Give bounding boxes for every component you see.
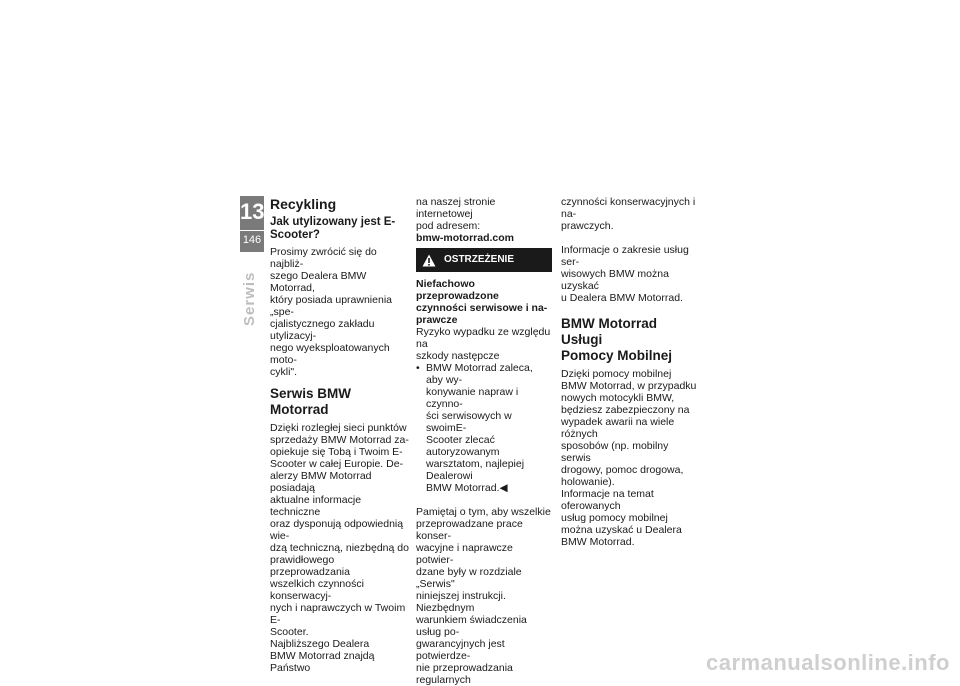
text-line: konywanie napraw i czynno-: [426, 386, 519, 410]
service-text: [270, 422, 410, 674]
text-line: sposobów (np. mobilny serwis: [561, 440, 669, 464]
text-line: nych i naprawczych w Twoim E-: [270, 602, 406, 626]
bullet-marker: •: [416, 362, 420, 374]
recycle-text: [270, 246, 410, 378]
text-line: Informacje na temat oferowanych: [561, 488, 654, 512]
chapter-tab-divider: [240, 230, 264, 231]
text-line: usług pomocy mobilnej: [561, 512, 668, 524]
text-line: nie przeprowadzania regularnych: [416, 662, 513, 686]
text-line: pod adresem:: [416, 220, 481, 232]
text-line: BMW Motorrad znajdą Państwo: [270, 650, 375, 674]
text-line: opiekuje się Tobą i Twoim E-: [270, 446, 403, 458]
text-line: sprzedaży BMW Motorrad za-: [270, 434, 409, 446]
warning-title: [416, 278, 552, 326]
text-line: warunkiem świadczenia usług po-: [416, 614, 527, 638]
text-line: szkody następcze: [416, 350, 500, 362]
text-line: można uzyskać u Dealera: [561, 524, 682, 536]
section-label: Serwis: [241, 272, 258, 327]
text-line: BMW Motorrad.: [561, 536, 635, 548]
text-line: holowanie).: [561, 476, 615, 488]
text-line: Dzięki rozległej sieci punktów: [270, 422, 407, 434]
text-line: alerzy BMW Motorrad posiadają: [270, 470, 372, 494]
text-line: nowych motocykli BMW,: [561, 392, 675, 404]
warning-label: OSTRZEŻENIE: [444, 254, 515, 265]
text-line: czynności konserwacyjnych i na-: [561, 196, 696, 220]
text-line: BMW Motorrad zaleca, aby wy-: [426, 362, 533, 386]
text-line: Niefachowo przeprowadzone: [416, 278, 499, 302]
text-line: który posiada uprawnienia „spe-: [270, 294, 392, 318]
text-line: aktualne informacje techniczne: [270, 494, 362, 518]
heading-mobile-service: [561, 316, 701, 364]
text-line: gwarancyjnych jest potwierdze-: [416, 638, 505, 662]
text-line: Scooter zlecać autoryzowanym: [426, 434, 500, 458]
text-line: Scooter w całej Europie. De-: [270, 458, 404, 470]
text-line: u Dealera BMW Motorrad.: [561, 292, 683, 304]
text-line: czynności serwisowe i na-: [416, 302, 548, 314]
warning-icon: [422, 254, 436, 267]
warning-banner: [416, 248, 552, 272]
text-line: będziesz zabezpieczony na: [561, 404, 690, 416]
text-line: prawcze: [416, 314, 458, 326]
text-line: niniejszej instrukcji. Niezbędnym: [416, 590, 506, 614]
text-line: ści serwisowych w swoimE-: [426, 410, 512, 434]
text-line: na naszej stronie internetowej: [416, 196, 496, 220]
text-line: Scooter.: [270, 626, 309, 638]
text-line: prawczych.: [561, 220, 614, 232]
text-line: BMW Motorrad, w przypadku: [561, 380, 697, 392]
text-line: dzane były w rozdziale „Serwis": [416, 566, 522, 590]
column-2: [416, 196, 552, 686]
text-line: BMW Motorrad.◀: [426, 482, 508, 494]
text-line: Informacje o zakresie usług ser-: [561, 244, 689, 268]
text-line: szego Dealera BMW Motorrad,: [270, 270, 367, 294]
text-line: Najbliższego Dealera: [270, 638, 370, 650]
column-1: [270, 196, 410, 674]
website-link: bmw-motorrad.com: [416, 232, 515, 244]
heading-recycle-question: Jak utylizowany jest E-Scooter?: [270, 216, 396, 241]
text-line: prawidłowego przeprowadzania: [270, 554, 350, 578]
heading-recycling: Recykling: [270, 196, 337, 212]
text-line: wisowych BMW można uzyskać: [561, 268, 669, 292]
text-line: Prosimy zwrócić się do najbliż-: [270, 246, 377, 270]
text-line: drogowy, pomoc drogowa,: [561, 464, 684, 476]
chapter-number: 13: [240, 199, 265, 224]
text-line: wacyjne i naprawcze potwier-: [416, 542, 513, 566]
warning-bullet: [416, 362, 552, 494]
text-line: przeprowadzane prace konser-: [416, 518, 523, 542]
text-line: wszelkich czynności konserwacyj-: [270, 578, 364, 602]
text-line: cjalistycznego zakładu utylizacyj-: [270, 318, 375, 342]
text-line: nego wyeksploatowanych moto-: [270, 342, 390, 366]
text-line: wypadek awarii na wiele różnych: [561, 416, 675, 440]
heading-service: Serwis BMW Motorrad: [270, 386, 352, 417]
text-line: Dzięki pomocy mobilnej: [561, 368, 672, 380]
column-3: [561, 196, 701, 548]
text-line: dzą techniczną, niezbędną do: [270, 542, 409, 554]
heading-line: BMW Motorrad Usługi: [561, 316, 657, 347]
heading-line: Pomocy Mobilnej: [561, 348, 673, 363]
page-number: 146: [242, 234, 262, 246]
text-line: oraz dysponują odpowiednią wie-: [270, 518, 404, 542]
chapter-tab: [240, 196, 264, 252]
text-line: cykli".: [270, 366, 298, 378]
text-line: Pamiętaj o tym, aby wszelkie: [416, 506, 551, 518]
watermark: carmanualsonline.info: [706, 650, 950, 675]
text-line: warsztatom, najlepiej Dealerowi: [426, 458, 525, 482]
text-line: Ryzyko wypadku ze względu na: [416, 326, 551, 350]
